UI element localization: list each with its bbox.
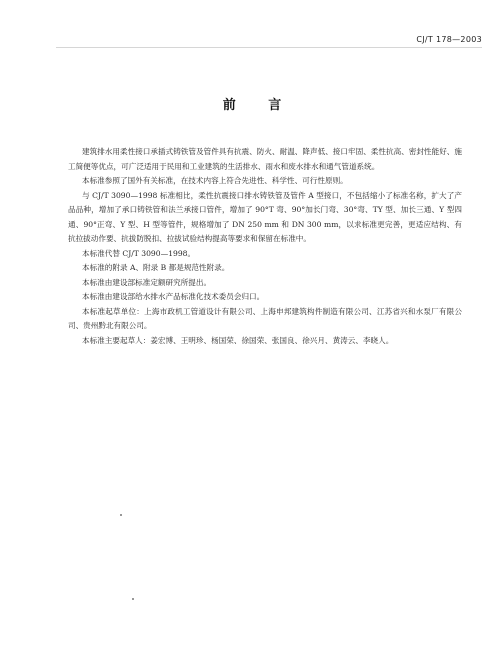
paragraph-intro: 建筑排水用柔性接口承插式铸铁管及管件具有抗震、防火、耐温、降声低、接口牢固、柔性抗高、密封性能好、施工简便等优点，可广泛适用于民用和工业建筑的生活排水、雨水和废水排水和通气管道系统。 [68, 147, 462, 171]
paragraph-drafting-units: 本标准起草单位：上海市政机工管道设计有限公司、上海申邦建筑构件制造有限公司、江苏省兴和水泵厂有限公司、贵州黔北有限公司。 [68, 306, 462, 330]
scan-speck [120, 514, 122, 516]
paragraph-reference: 本标准参照了国外有关标准，在技术内容上符合先进性、科学性、可行性原则。 [82, 176, 348, 185]
paragraph-appendix: 本标准的附录 A、附录 B 都是规范性附录。 [82, 263, 230, 272]
paragraph-changes: 与 CJ/T 3090—1998 标准相比，柔性抗震接口排水铸铁管及管件 A 型接口，不包括缩小了标准名称，扩大了产品品种，增加了承口铸铁管和法兰承接口管件，增加了 90°T 弯、90°加长门弯、30°弯、TY 型、加长三通、Y 型四通、90°正弯、Y 型、H 型等管件，规格增加了 DN 250 mm 和 DN 300 mm，以求标准更完善，更适应结构、有抗拉拔动作要、抗拔防脱扣、拉拔试验结构提高等要求和保留在标准中。 [68, 190, 462, 243]
header-rule [56, 47, 482, 48]
foreword-body [68, 145, 462, 348]
section-title: 前 言 [222, 98, 296, 113]
paragraph-committee: 本标准由建设部给水排水产品标准化技术委员会归口。 [82, 292, 265, 301]
scan-speck [132, 598, 134, 600]
paragraph-proposer: 本标准由建设部标准定额研究所提出。 [82, 277, 212, 287]
paragraph-drafters: 本标准主要起草人：姜宏博、王明珍、杨国荣、徐国荣、张国良、徐兴月、黄涛云、李晓人。 [82, 335, 394, 345]
standard-number: CJ/T 178—2003 [416, 35, 482, 44]
paragraph-replaces: 本标准代替 CJ/T 3090—1998。 [82, 248, 196, 258]
